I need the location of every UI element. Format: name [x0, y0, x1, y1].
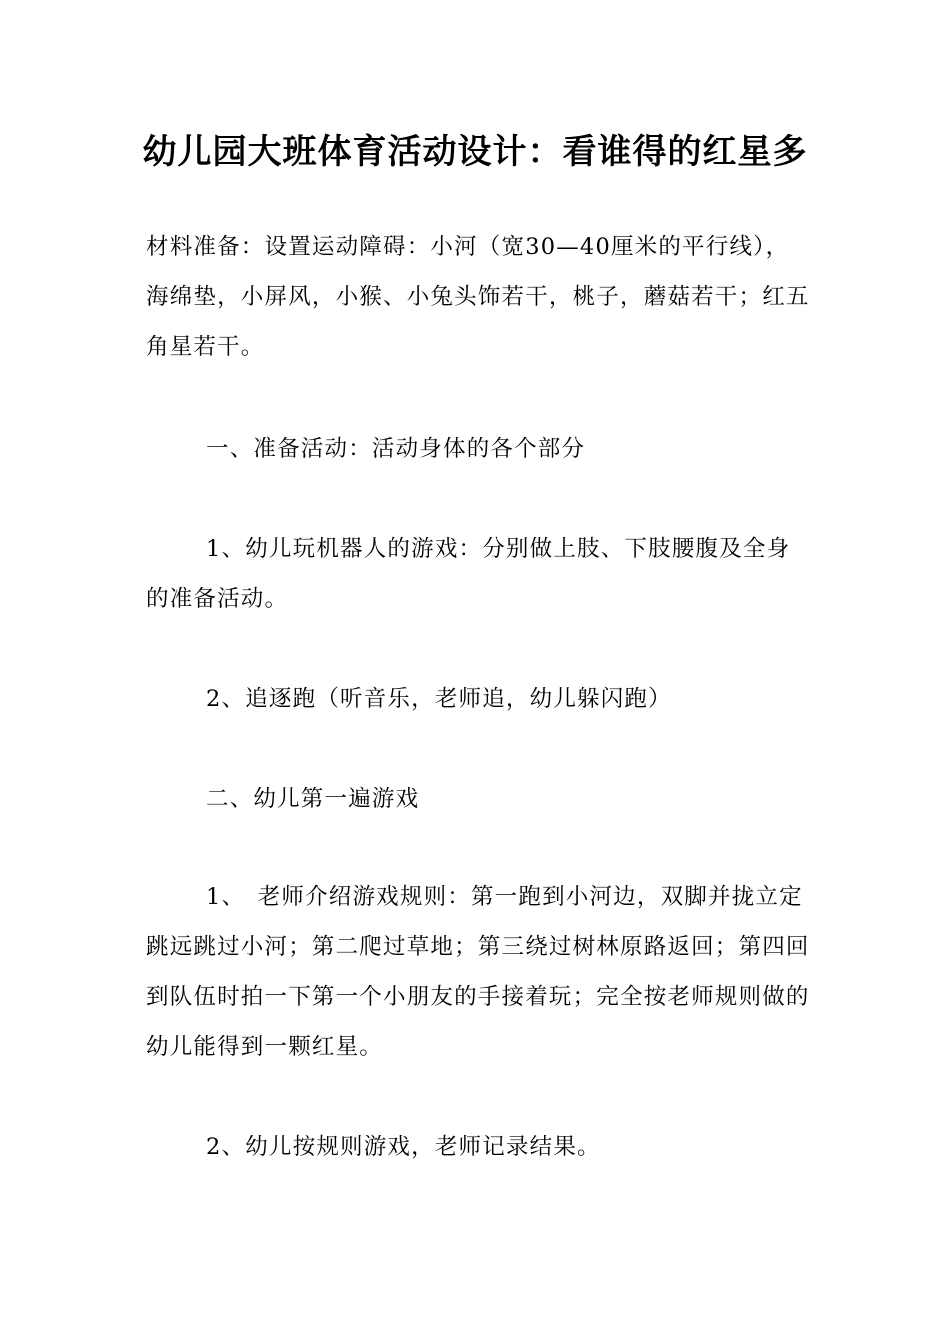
warmup-item-1: 1、幼儿玩机器人的游戏：分别做上肢、下肢腰腹及全身的准备活动。 [146, 536, 791, 612]
section-heading-first-game: 二、幼儿第一遍游戏 [206, 786, 420, 812]
game-rules-paragraph: 1、 老师介绍游戏规则：第一跑到小河边，双脚并拢立定跳远跳过小河；第二爬过草地；第三绕过树林原路返回；第四回到队伍时拍一下第一个小朋友的手接着玩；完全按老师规则做的幼儿能得到一颗红星。 [146, 884, 810, 1060]
warmup-item-2: 2、追逐跑（听音乐，老师追，幼儿躲闪跑） [206, 686, 672, 712]
materials-paragraph: 材料准备：设置运动障碍：小河（宽30—40厘米的平行线），海绵垫，小屏风，小猴、小兔头饰若干，桃子，蘑菇若干；红五角星若干。 [146, 234, 810, 360]
section-heading-warmup: 一、准备活动：活动身体的各个部分 [206, 436, 586, 462]
document-title: 幼儿园大班体育活动设计：看谁得的红星多 [142, 132, 808, 172]
game-item-2: 2、幼儿按规则游戏，老师记录结果。 [206, 1134, 601, 1160]
